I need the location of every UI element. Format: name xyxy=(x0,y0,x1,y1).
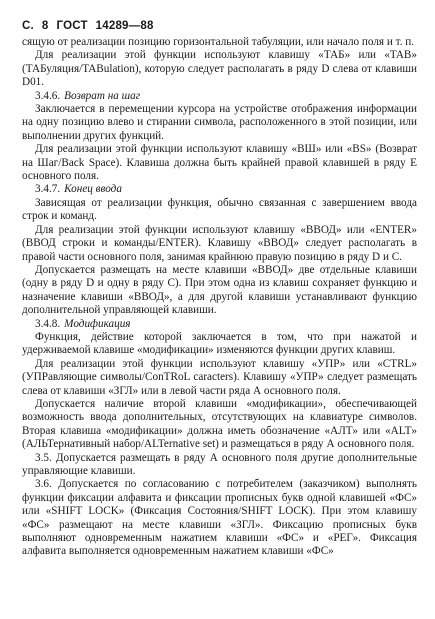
paragraph: Функция, действие которой заключается в том, что при нажатой и удерживаемой клавише «модификации» изменяются функции других клавиш. xyxy=(22,330,417,357)
paragraph: 3.5. Допускается размещать в ряду А основного поля другие дополнительные управляющие клавиши. xyxy=(22,451,417,477)
section-number: 3.4.7. xyxy=(35,183,61,196)
paragraph: Для реализации этой функции используют клавишу «ВВОД» или «ENTER» (ВВОД строки и команды/ENTER). Клавишу «ВВОД» следует располагать в правой части основного поля, занимая крайнюю правую позицию в ряду D и С. xyxy=(22,223,417,263)
section-title: Возврат на шаг xyxy=(64,89,141,102)
paragraph: сящую от реализации позицию горизонтальной табуляции, или начало поля и т. п. xyxy=(22,36,415,48)
section-heading xyxy=(22,183,417,196)
paragraph: Допускается размещать на месте клавиши «ВВОД» две отдельные клавиши (одну в ряду D и одну в ряду С). При этом одна из клавиш сохраняет функцию и назначение клавиши «ВВОД», а для другой клавиши устанавливают функцию дополнительной управляющей клавиши. xyxy=(22,263,417,317)
standard-number: 14289—88 xyxy=(95,20,154,32)
document-body xyxy=(22,36,417,559)
section-heading xyxy=(22,318,417,331)
standard-label: ГОСТ xyxy=(56,20,88,32)
section-title: Модификация xyxy=(64,317,131,330)
paragraph: Допускается наличие второй клавиши «модификации», обеспечивающей возможность ввода дополнительных, отсутствующих на клавиатуре символов. Вторая клавиша «модификации» должна иметь обозначение «АЛТ» или «ALT» (АЛЬТернативный набор/ALTernative set) и размещаться в ряду А основного поля. xyxy=(22,397,417,451)
paragraph: Для реализации этой функции используют клавишу «ВШ» или «BS» (Возврат на Шаг/Back Space). Клавиша должна быть крайней правой клавишей в ряду Е основного поля. xyxy=(22,143,417,183)
section-number: 3.4.8. xyxy=(35,317,61,330)
paragraph: 3.6. Допускается по согласованию с потребителем (заказчиком) выполнять функции фиксации алфавита и фиксации прописных букв одной клавишей «ФС» или «SHIFT LOCK» (Фиксация Состояния/SHIFT LOCK). При этом клавишу «ФС» размещают на месте клавиши «ЗГЛ». Фиксацию прописных букв выполняют одновременным нажатием клавиши «ФС» и «РЕГ». Фиксация алфавита выполняется одновременным нажатием клавиши «ФС» xyxy=(22,478,417,558)
paragraph: Для реализации этой функции используют клавишу «ТАБ» или «TAB» (ТАБуляция/TABulation), которую следует располагать в ряду D слева от клавиши D01. xyxy=(22,49,417,89)
section-title: Конец ввода xyxy=(64,183,122,196)
paragraph: Для реализации этой функции используют клавишу «УПР» или «CTRL» (УПРавляющие символы/ConTRoL caracters). Клавишу «УПР» следует размещать слева от клавиши «ЗГЛ» или в левой части ряда А основного поля. xyxy=(22,357,417,397)
section-number: 3.4.6. xyxy=(35,89,61,102)
paragraph: Заключается в перемещении курсора на устройстве отображения информации на одну позицию влево и стирании символа, расположенного в этой позиции, или выполнении других функций. xyxy=(22,103,417,142)
section-heading xyxy=(22,90,417,103)
page-header xyxy=(22,20,162,32)
header-prefix: С. xyxy=(22,20,34,32)
paragraph: Зависящая от реализации функция, обычно связанная с завершением ввода строк и команд. xyxy=(22,196,417,223)
page-number: 8 xyxy=(41,20,49,32)
